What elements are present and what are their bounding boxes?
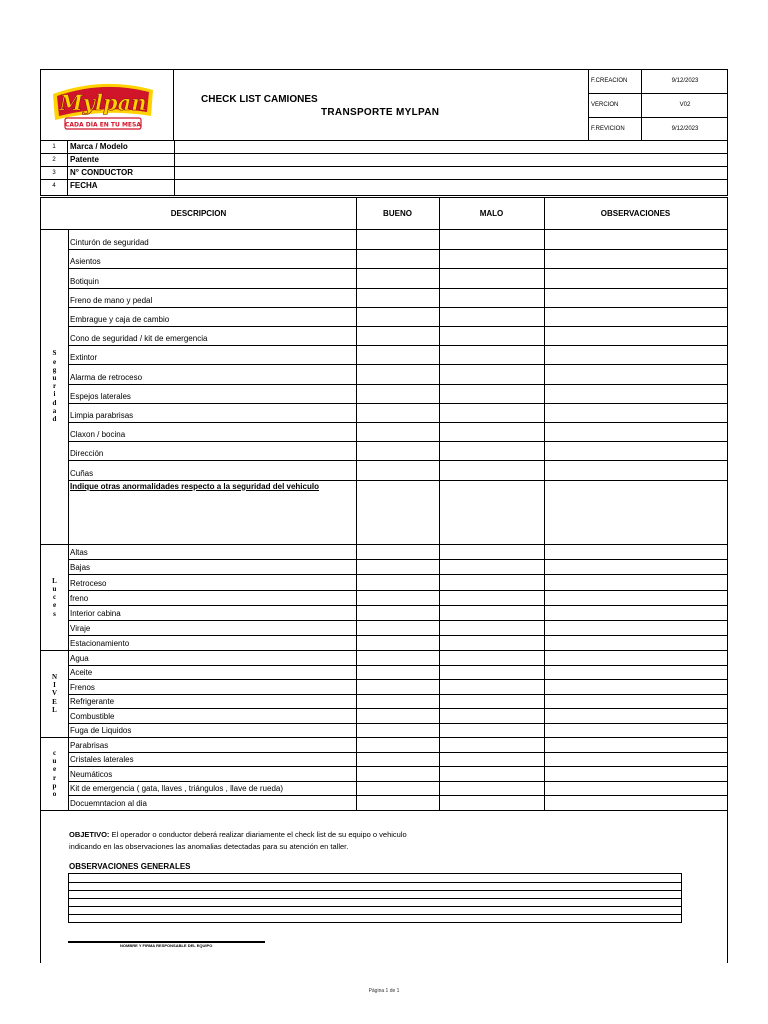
info-label: Marca / Modelo [70, 142, 128, 151]
malo-cell[interactable] [439, 590, 544, 605]
checklist-item-label: Cono de seguridad / kit de emergencia [70, 334, 208, 344]
checklist-item-label: Cinturón de seguridad [70, 238, 149, 248]
bueno-cell[interactable] [356, 422, 439, 441]
vehicle-info-table [40, 141, 728, 196]
checklist-item-label: Interior cabina [70, 609, 121, 618]
checklist-item-label: Refrigerante [70, 697, 115, 706]
checklist-item-label: Dirección [70, 449, 104, 459]
checklist-table [40, 197, 728, 811]
info-row-conductor [41, 167, 727, 180]
bueno-cell[interactable] [356, 679, 439, 694]
bueno-cell[interactable] [356, 620, 439, 635]
checklist-item-label: Estacionamiento [70, 639, 130, 649]
malo-cell[interactable] [439, 781, 544, 796]
malo-cell[interactable] [439, 249, 544, 268]
row-number: 1 [41, 141, 68, 153]
bueno-cell[interactable] [356, 708, 439, 723]
checklist-item-label: Freno de mano y pedal [70, 295, 153, 305]
observaciones-cell[interactable] [544, 723, 727, 738]
malo-cell[interactable] [439, 737, 544, 752]
malo-cell[interactable] [439, 544, 544, 559]
observaciones-cell[interactable] [544, 384, 727, 403]
checklist-item-label: Kit de emergencia ( gata, llaves , triángulos , llave de rueda) [70, 784, 284, 794]
malo-cell[interactable] [439, 288, 544, 307]
bueno-cell[interactable] [356, 752, 439, 767]
objective-label: OBJETIVO: [69, 830, 110, 839]
section-label-cuerpo: c u e r p o [52, 748, 57, 798]
row-number: 2 [41, 154, 68, 166]
observaciones-cell[interactable] [544, 326, 727, 345]
checklist-item-label: Aceite [70, 668, 93, 677]
col-header-bueno: BUENO [356, 198, 439, 230]
observaciones-cell[interactable] [544, 708, 727, 723]
bueno-cell[interactable] [356, 574, 439, 589]
bueno-cell[interactable] [356, 590, 439, 605]
malo-cell[interactable] [439, 460, 544, 479]
observaciones-cell[interactable] [544, 364, 727, 383]
checklist-item-label: Frenos [70, 682, 95, 692]
checklist-item-label: Combustible [70, 711, 115, 721]
bueno-cell[interactable] [356, 460, 439, 479]
observaciones-cell[interactable] [544, 650, 727, 665]
observaciones-cell[interactable] [544, 752, 727, 767]
info-row-marca [41, 141, 727, 154]
section-label-nivel: N I V E L [51, 673, 58, 714]
general-observations-box[interactable] [68, 873, 682, 923]
checklist-item-label: Parabrisas [70, 740, 109, 750]
malo-cell[interactable] [439, 635, 544, 650]
malo-cell[interactable] [439, 345, 544, 364]
malo-cell[interactable] [439, 723, 544, 738]
meta-row-creacion [589, 70, 728, 93]
observaciones-cell[interactable] [544, 403, 727, 422]
observaciones-cell[interactable] [544, 460, 727, 479]
bueno-cell[interactable] [356, 384, 439, 403]
malo-cell[interactable] [439, 326, 544, 345]
checklist-item-label: Cuñas [70, 468, 94, 478]
bueno-cell[interactable] [356, 559, 439, 574]
other-anomalies-label: Indique otras anormalidades respecto a la seguridad del vehiculo [70, 481, 319, 491]
malo-cell[interactable] [439, 679, 544, 694]
checklist-item-label: Cristales laterales [70, 755, 134, 765]
row-divider [68, 480, 727, 481]
logo-cell [41, 70, 174, 140]
malo-cell[interactable] [439, 307, 544, 326]
page-border-left [40, 811, 41, 963]
malo-cell[interactable] [439, 752, 544, 767]
bueno-cell[interactable] [356, 694, 439, 709]
observaciones-cell[interactable] [544, 441, 727, 460]
obs-line [69, 914, 681, 915]
checklist-item-label: Retroceso [70, 578, 107, 588]
checklist-item-label: Claxon / bocina [70, 430, 126, 440]
meta-cell [588, 70, 727, 140]
bueno-cell[interactable] [356, 781, 439, 796]
observaciones-cell[interactable] [544, 605, 727, 620]
meta-label: F.CREACION [591, 78, 628, 84]
observaciones-cell[interactable] [544, 679, 727, 694]
checklist-item-label: Asientos [70, 257, 101, 267]
observaciones-cell[interactable] [544, 574, 727, 589]
malo-cell[interactable] [439, 766, 544, 781]
info-row-fecha [41, 180, 727, 196]
info-label: N° CONDUCTOR [70, 168, 134, 177]
observaciones-cell[interactable] [544, 795, 727, 810]
logo-brand: Mylpan [59, 90, 147, 115]
title-cell [174, 70, 588, 140]
bueno-cell[interactable] [356, 268, 439, 287]
bueno-cell[interactable] [356, 737, 439, 752]
malo-cell[interactable] [439, 364, 544, 383]
col-header-malo: MALO [439, 198, 544, 230]
bueno-cell[interactable] [356, 665, 439, 680]
observaciones-cell[interactable] [544, 345, 727, 364]
marca-field[interactable] [174, 141, 727, 153]
observaciones-cell[interactable] [544, 288, 727, 307]
checklist-item-label: freno [70, 593, 89, 603]
checklist-item-label: Embrague y caja de cambio [70, 315, 170, 324]
bueno-cell[interactable] [356, 766, 439, 781]
observaciones-cell[interactable] [544, 230, 727, 249]
malo-cell[interactable] [439, 384, 544, 403]
bueno-cell[interactable] [356, 403, 439, 422]
observaciones-cell[interactable] [544, 665, 727, 680]
malo-cell[interactable] [439, 403, 544, 422]
checklist-item-label: Altas [70, 548, 88, 558]
section-label-luces: L u c e s [52, 576, 57, 618]
meta-label: F.REVICION [591, 125, 625, 132]
patente-field[interactable] [174, 154, 727, 166]
malo-cell[interactable] [439, 268, 544, 287]
page-footer: Página 1 de 1 [368, 988, 400, 994]
bueno-cell[interactable] [356, 345, 439, 364]
malo-cell[interactable] [439, 650, 544, 665]
objective-line1: El operador o conductor deberá realizar diariamente el check list de su equipo o vehiculo [109, 830, 407, 839]
obs-line [69, 906, 681, 907]
malo-cell[interactable] [439, 708, 544, 723]
objective-line2: indicando en las observaciones las anomalias detectadas para su atención en taller. [69, 842, 349, 851]
bueno-cell[interactable] [356, 441, 439, 460]
form-subtitle: TRANSPORTE MYLPAN [321, 107, 440, 118]
bueno-cell[interactable] [356, 635, 439, 650]
malo-cell[interactable] [439, 795, 544, 810]
checklist-item-label: Agua [70, 653, 89, 663]
observaciones-cell[interactable] [544, 737, 727, 752]
signature-label: NOMBRE Y FIRMA RESPONSABLE DEL EQUIPO [120, 943, 213, 948]
checklist-item-label: Docuemntacion al dia [70, 799, 147, 808]
observaciones-cell[interactable] [544, 249, 727, 268]
row-number: 3 [41, 167, 68, 179]
bueno-cell[interactable] [356, 605, 439, 620]
page-border-right [727, 811, 728, 963]
checklist-item-label: Fuga de Liquidos [70, 726, 132, 735]
bueno-cell[interactable] [356, 544, 439, 559]
info-row-patente [41, 154, 727, 167]
conductor-field[interactable] [174, 167, 727, 179]
checklist-item-label: Botiquin [70, 276, 99, 286]
meta-label: VERCION [591, 102, 619, 109]
malo-cell[interactable] [439, 574, 544, 589]
checklist-item-label: Bajas [70, 563, 91, 573]
observaciones-cell[interactable] [544, 620, 727, 635]
malo-cell[interactable] [439, 605, 544, 620]
checklist-item-label: Extintor [70, 353, 98, 363]
col-header-descripcion: DESCRIPCION [41, 198, 356, 230]
fecha-field[interactable] [174, 180, 727, 195]
observaciones-cell[interactable] [544, 422, 727, 441]
obs-line [69, 882, 681, 883]
malo-cell[interactable] [439, 422, 544, 441]
observaciones-cell[interactable] [544, 766, 727, 781]
meta-value: 9/12/2023 [641, 118, 728, 140]
general-observations-title: OBSERVACIONES GENERALES [69, 862, 191, 871]
bueno-cell[interactable] [356, 249, 439, 268]
logo-tagline: CADA DÍA EN TU MESA [64, 121, 142, 129]
observaciones-cell[interactable] [544, 307, 727, 326]
meta-row-revision [589, 117, 728, 140]
malo-cell[interactable] [439, 620, 544, 635]
observaciones-cell[interactable] [544, 694, 727, 709]
malo-cell[interactable] [439, 230, 544, 249]
mylpan-logo [49, 78, 157, 132]
meta-value: V02 [641, 94, 728, 116]
malo-cell[interactable] [439, 665, 544, 680]
checklist-item-label: Alarma de retroceso [70, 372, 143, 382]
malo-cell[interactable] [439, 441, 544, 460]
form-header [40, 69, 728, 141]
row-divider [68, 810, 727, 811]
observaciones-cell[interactable] [544, 590, 727, 605]
bueno-cell[interactable] [356, 326, 439, 345]
checklist-item-label: Limpia parabrisas [70, 411, 134, 420]
bueno-cell[interactable] [356, 364, 439, 383]
obs-line [69, 898, 681, 899]
bueno-cell[interactable] [356, 723, 439, 738]
observaciones-cell[interactable] [544, 781, 727, 796]
checklist-item-label: Neumáticos [70, 769, 113, 779]
info-label: FECHA [70, 181, 98, 190]
bueno-cell[interactable] [356, 795, 439, 810]
observaciones-cell[interactable] [544, 635, 727, 650]
checklist-item-label: Espejos laterales [70, 391, 131, 401]
malo-cell[interactable] [439, 559, 544, 574]
obs-line [69, 890, 681, 891]
bueno-cell[interactable] [356, 650, 439, 665]
section-label-seguridad: S e g u r i d a d [52, 349, 57, 424]
meta-row-version [589, 93, 728, 116]
observaciones-cell[interactable] [544, 544, 727, 559]
form-title: CHECK LIST CAMIONES [201, 94, 318, 105]
bueno-cell[interactable] [356, 307, 439, 326]
malo-cell[interactable] [439, 694, 544, 709]
objective-text [69, 829, 669, 853]
checklist-item-label: Viraje [70, 624, 91, 634]
meta-value: 9/12/2023 [641, 70, 728, 93]
observaciones-cell[interactable] [544, 268, 727, 287]
observaciones-cell[interactable] [544, 559, 727, 574]
bueno-cell[interactable] [356, 288, 439, 307]
col-header-observaciones: OBSERVACIONES [544, 198, 727, 230]
info-label: Patente [70, 155, 99, 164]
bueno-cell[interactable] [356, 230, 439, 249]
row-number: 4 [41, 180, 68, 195]
